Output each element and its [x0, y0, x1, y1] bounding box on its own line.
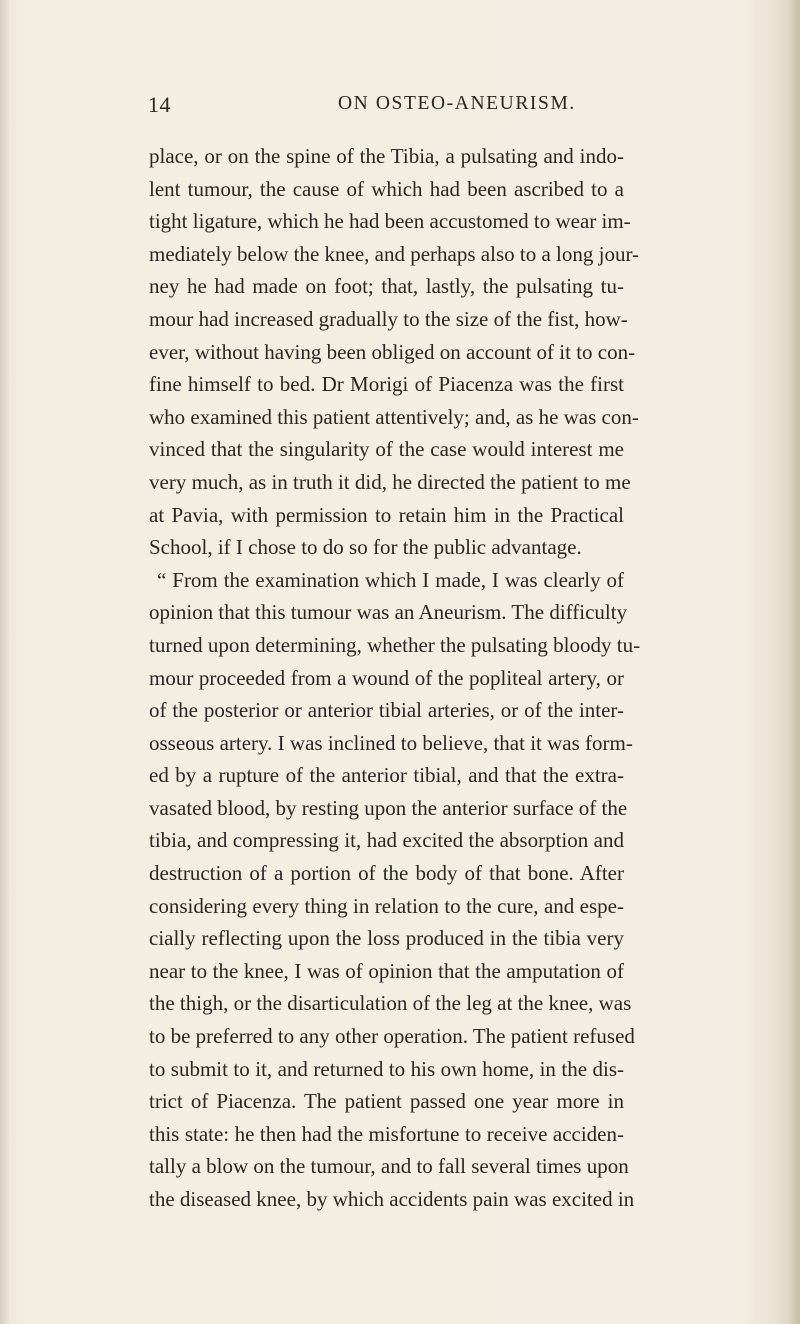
- text-line: vinced that the singularity of the case would interest me: [149, 437, 624, 462]
- text-line: the diseased knee, by which accidents pain was excited in: [149, 1187, 635, 1211]
- page-gutter-shadow: [0, 0, 10, 1324]
- text-line: at Pavia, with permission to retain him in the Practical: [149, 502, 624, 527]
- running-head: ON OSTEO-ANEURISM.: [338, 93, 576, 114]
- text-line: cially reflecting upon the loss produced in the tibia very: [149, 926, 624, 951]
- text-line: fine himself to bed. Dr Morigi of Piacenza was the first: [149, 372, 624, 397]
- text-line: opinion that this tumour was an Aneurism. The difficulty: [149, 600, 628, 625]
- text-line: of the posterior or anterior tibial arteries, or of the inter-: [149, 698, 624, 723]
- text-line: tight ligature, which he had been accustomed to wear im-: [149, 209, 631, 234]
- text-line: vasated blood, by resting upon the anterior surface of the: [149, 795, 628, 820]
- page-edge-shadow: [788, 0, 800, 1324]
- text-line: osseous artery. I was inclined to believe, that it was form-: [149, 730, 633, 755]
- text-line: turned upon determining, whether the pulsating bloody tu-: [149, 632, 641, 657]
- text-line: this state: he then had the misfortune to receive acciden-: [149, 1121, 624, 1146]
- text-line: to be preferred to any other operation. The patient refused: [149, 1024, 635, 1049]
- text-line: near to the knee, I was of opinion that the amputation of: [149, 958, 624, 983]
- text-line: trict of Piacenza. The patient passed one year more in: [149, 1089, 624, 1114]
- text-line: “ From the examination which I made, I was clearly of: [157, 567, 624, 592]
- text-line: considering every thing in relation to the cure, and espe-: [149, 893, 624, 918]
- text-line: ever, without having been obliged on account of it to con-: [149, 339, 636, 364]
- page-number: 14: [148, 92, 171, 117]
- body-text: [149, 140, 641, 1216]
- text-line: ed by a rupture of the anterior tibial, and that the extra-: [149, 763, 624, 788]
- text-line: who examined this patient attentively; and, as he was con-: [149, 404, 639, 429]
- text-line: ney he had made on foot; that, lastly, the pulsating tu-: [149, 274, 624, 299]
- text-line: to submit to it, and returned to his own home, in the dis-: [149, 1056, 624, 1081]
- text-line: tibia, and compressing it, had excited the absorption and: [149, 828, 624, 853]
- text-line: tally a blow on the tumour, and to fall several times upon: [149, 1154, 629, 1179]
- text-line: destruction of a portion of the body of that bone. After: [149, 861, 624, 886]
- text-line: mediately below the knee, and perhaps also to a long jour-: [149, 241, 640, 266]
- text-line: the thigh, or the disarticulation of the leg at the knee, was: [149, 991, 632, 1016]
- text-line: School, if I chose to do so for the public advantage.: [149, 535, 582, 560]
- text-line: place, or on the spine of the Tibia, a pulsating and indo-: [149, 144, 624, 168]
- page-header: [148, 92, 624, 120]
- text-line: mour proceeded from a wound of the popliteal artery, or: [149, 665, 624, 690]
- text-line: lent tumour, the cause of which had been ascribed to a: [149, 176, 624, 201]
- text-line: very much, as in truth it did, he directed the patient to me: [149, 469, 631, 494]
- text-line: mour had increased gradually to the size of the fist, how-: [149, 306, 628, 331]
